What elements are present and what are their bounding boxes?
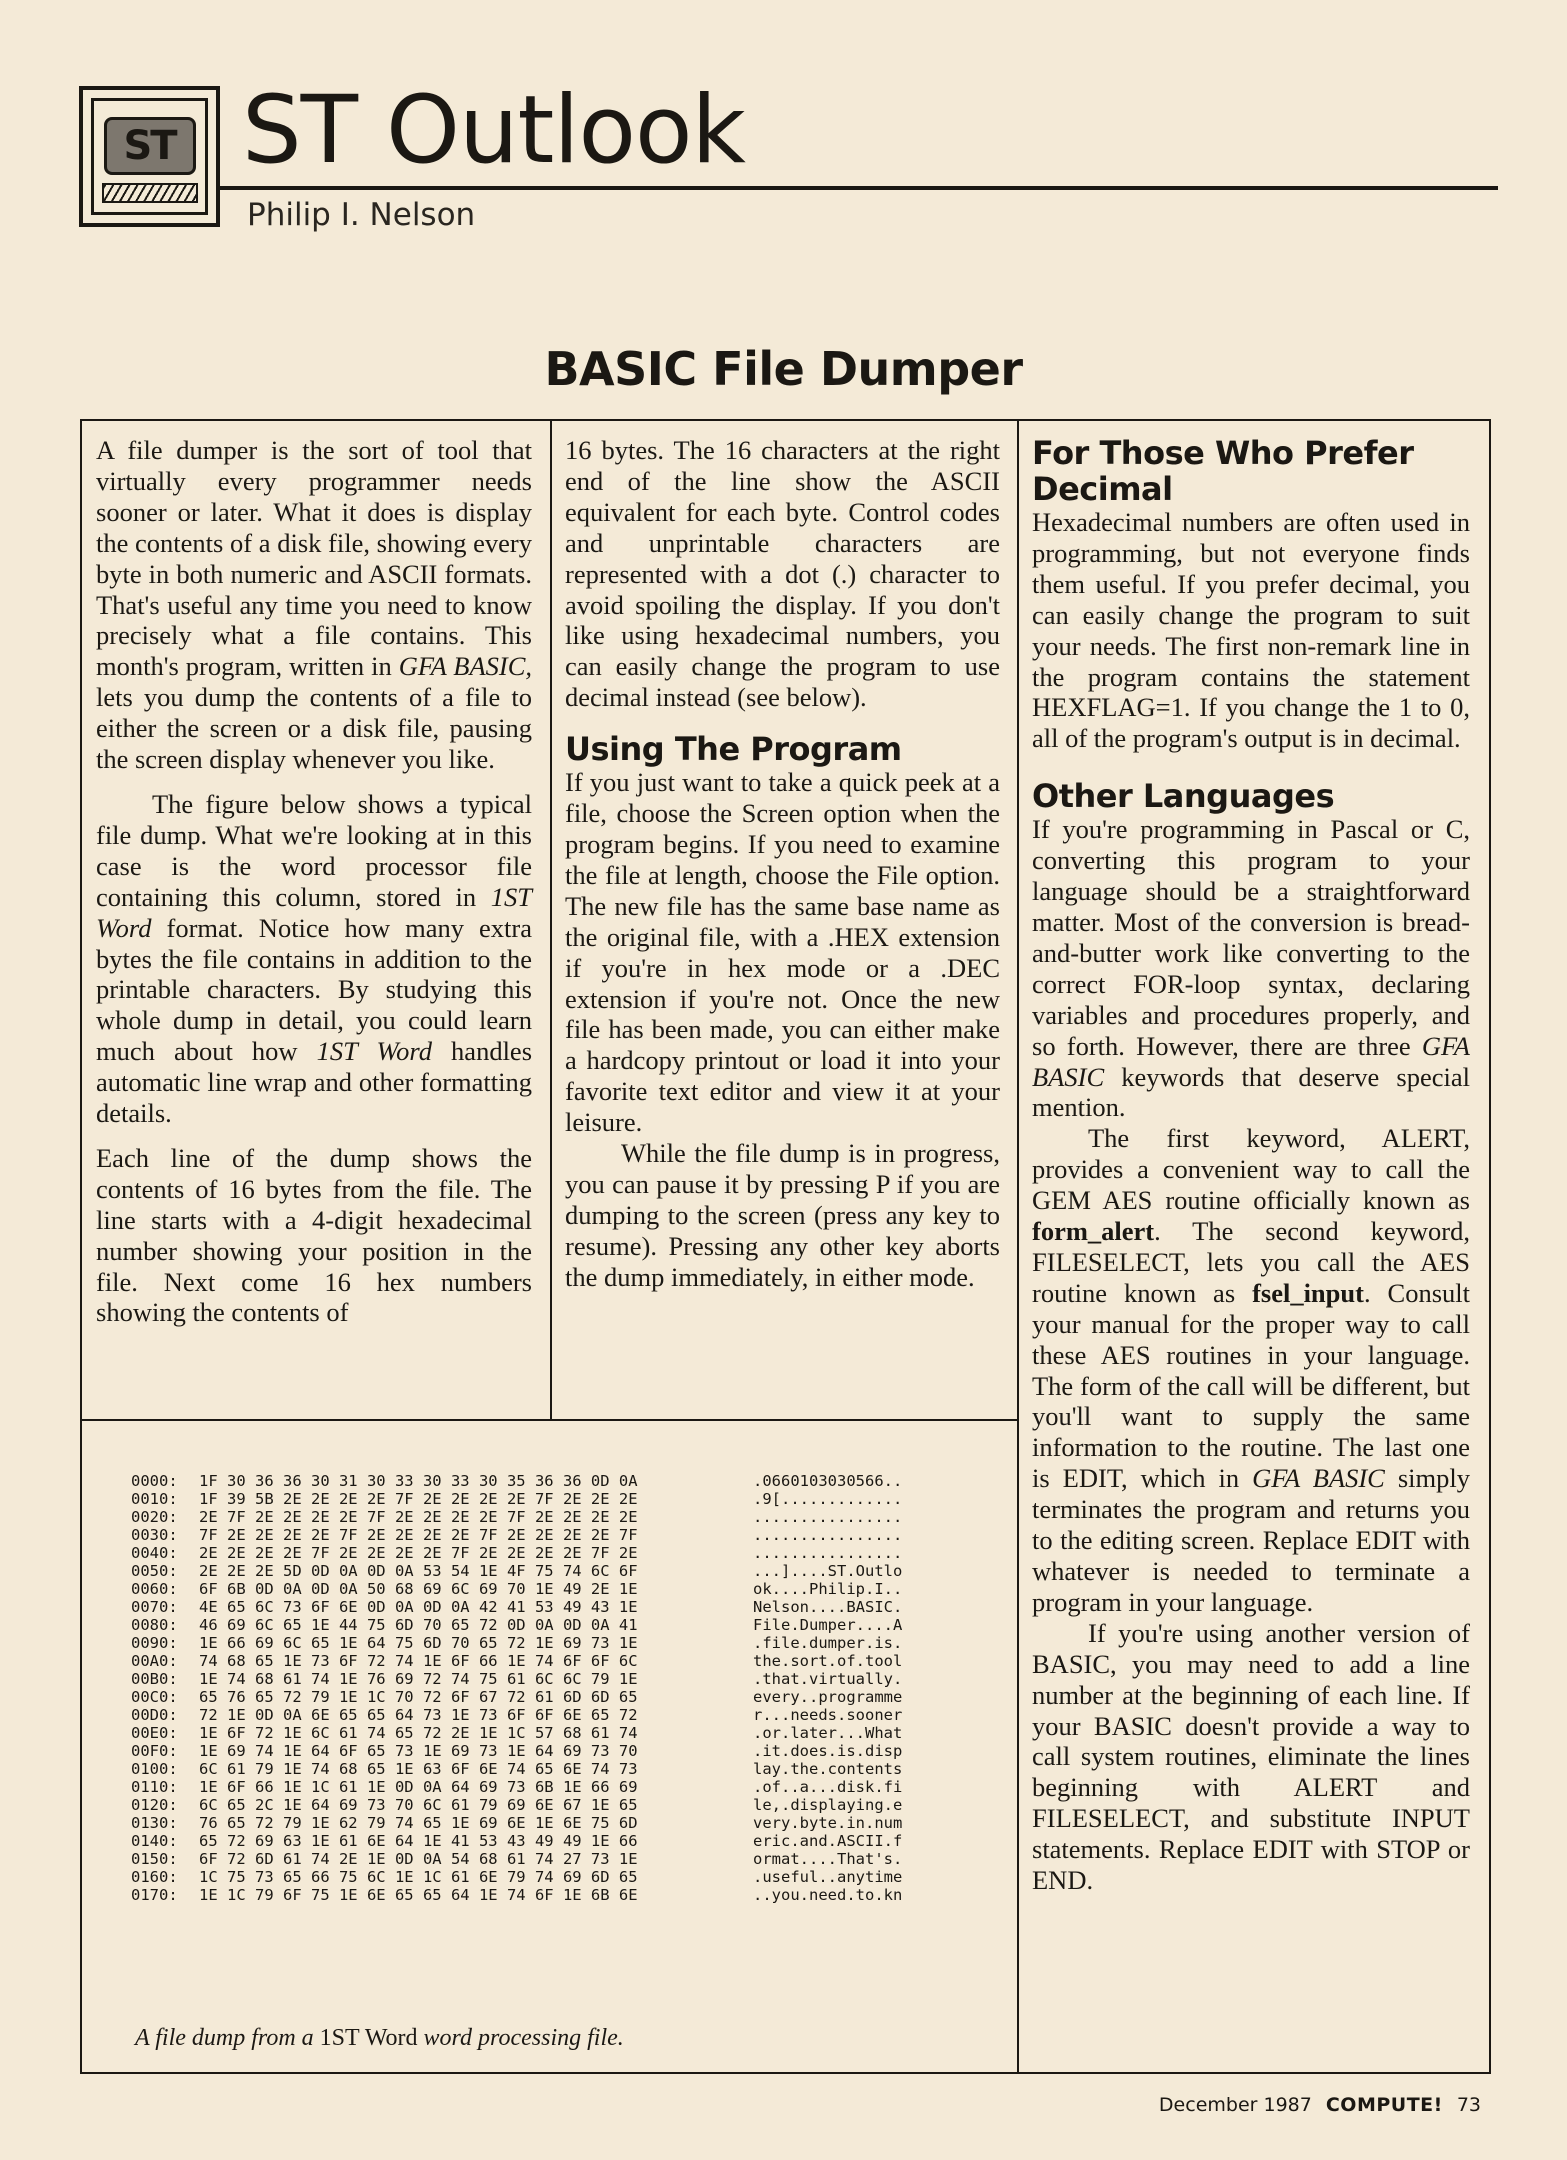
paragraph: A file dumper is the sort of tool that virtually every programmer needs sooner or later. What it does is display the contents of a disk file, showing every byte in both numeric and ASCII formats. That's useful any time you need to know precisely what a file contains. This month's program, written in GFA BASIC, lets you dump the contents of a file to either the screen or a disk file, pausing the screen display whenever you like. <box>96 435 533 775</box>
dump-ascii-text: very.byte.in.num <box>753 1814 903 1832</box>
dump-row <box>131 1598 991 1616</box>
dump-address: 0070: <box>131 1598 178 1616</box>
dump-ascii-text: eric.and.ASCII.f <box>753 1832 903 1850</box>
figure-caption: A file dump from a 1ST Word word processing file. <box>135 2025 624 2051</box>
subheading-prefer-decimal: For Those Who Prefer Decimal <box>1032 434 1414 508</box>
dump-row <box>131 1616 991 1634</box>
st-logo <box>79 86 220 227</box>
dump-hex-bytes: 72 1E 0D 0A 6E 65 65 64 73 1E 73 6F 6F 6E 65 72 <box>199 1706 638 1724</box>
dump-ascii-text: .or.later...What <box>753 1724 903 1742</box>
dump-row <box>131 1796 991 1814</box>
paragraph: If you're using another version of BASIC, you may need to add a line number at the beginning of each line. If your BASIC doesn't provide a way to call system routines, eliminate the lines beginning with ALERT and FILESELECT, and substitute INPUT statements. Replace EDIT with STOP or END. <box>1032 1617 1470 1896</box>
logo-frame <box>91 98 208 215</box>
dump-address: 00F0: <box>131 1742 178 1760</box>
dump-hex-bytes: 1E 74 68 61 74 1E 76 69 72 74 75 61 6C 6C 79 1E <box>199 1670 638 1688</box>
dump-address: 0140: <box>131 1832 178 1850</box>
dump-row <box>131 1508 991 1526</box>
dump-address: 00E0: <box>131 1724 178 1742</box>
dump-row <box>131 1724 991 1742</box>
dump-row <box>131 1670 991 1688</box>
dump-row <box>131 1526 991 1544</box>
dump-address: 0130: <box>131 1814 178 1832</box>
subheading-other-languages: Other Languages <box>1032 777 1335 816</box>
column-rule-2 <box>1017 419 1019 2074</box>
dump-hex-bytes: 1E 66 69 6C 65 1E 64 75 6D 70 65 72 1E 69 73 1E <box>199 1634 638 1652</box>
dump-ascii-text: .useful..anytime <box>753 1868 903 1886</box>
dump-address: 00A0: <box>131 1652 178 1670</box>
dump-ascii-text: .file.dumper.is. <box>753 1634 903 1652</box>
paragraph: Each line of the dump shows the contents of 16 bytes from the file. The line starts with a 4-digit hexadecimal number showing your position in the file. Next come 16 hex numbers showing the contents of <box>96 1142 532 1328</box>
dump-hex-bytes: 74 68 65 1E 73 6F 72 74 1E 6F 66 1E 74 6F 6F 6C <box>199 1652 638 1670</box>
dump-hex-bytes: 65 72 69 63 1E 61 6E 64 1E 41 53 43 49 49 1E 66 <box>199 1832 638 1850</box>
dump-row <box>131 1778 991 1796</box>
paragraph: The first keyword, ALERT, provides a convenient way to call the GEM AES routine officially known as form_alert. The second keyword, FILESELECT, lets you call the AES routine known as fsel_input. Consult your manual for the proper way to call these AES routines in your language. The form of the call will be different, but you'll want to supply the same information to the routine. The last one is EDIT, which in GFA BASIC simply terminates the program and returns you to the editing screen. Replace EDIT with whatever is needed to terminate a program in your language. <box>1032 1123 1470 1617</box>
dump-address: 0040: <box>131 1544 178 1562</box>
dump-hex-bytes: 2E 7F 2E 2E 2E 2E 7F 2E 2E 2E 2E 7F 2E 2E 2E 2E <box>199 1508 638 1526</box>
dump-ascii-text: ................ <box>753 1526 903 1544</box>
paragraph: The figure below shows a typical file dump. What we're looking at in this case is the word processor file containing this column, stored in 1ST Word format. Notice how many extra bytes the file contains in addition to the printable characters. By studying this whole dump in detail, you could learn much about how 1ST Word handles automatic line wrap and other formatting details. <box>96 788 533 1129</box>
dump-ascii-text: the.sort.of.tool <box>753 1652 903 1670</box>
issue-date: December 1987 <box>1158 2094 1312 2116</box>
dump-row <box>131 1634 991 1652</box>
dump-ascii-text: ...]....ST.Outlo <box>753 1562 903 1580</box>
column-3 <box>1032 435 1470 1896</box>
dump-hex-bytes: 2E 2E 2E 5D 0D 0A 0D 0A 53 54 1E 4F 75 74 6C 6F <box>199 1562 638 1580</box>
dump-hex-bytes: 1E 69 74 1E 64 6F 65 73 1E 69 73 1E 64 69 73 70 <box>199 1742 638 1760</box>
monitor-icon <box>104 117 196 175</box>
dump-row <box>131 1868 991 1886</box>
dump-address: 0110: <box>131 1778 178 1796</box>
dump-hex-bytes: 1F 30 36 36 30 31 30 33 30 33 30 35 36 36 0D 0A <box>199 1472 638 1490</box>
dump-hex-bytes: 6C 61 79 1E 74 68 65 1E 63 6F 6E 74 65 6E 74 73 <box>199 1760 638 1778</box>
page-number: 73 <box>1456 2094 1481 2116</box>
dump-hex-bytes: 4E 65 6C 73 6F 6E 0D 0A 0D 0A 42 41 53 49 43 1E <box>199 1598 638 1616</box>
dump-hex-bytes: 6F 72 6D 61 74 2E 1E 0D 0A 54 68 61 74 27 73 1E <box>199 1850 638 1868</box>
subheading-using-the-program: Using The Program <box>565 730 902 769</box>
byline: Philip I. Nelson <box>247 197 476 233</box>
column-2 <box>565 435 1000 1293</box>
dump-ascii-text: .9[............. <box>753 1490 903 1508</box>
dump-hex-bytes: 1F 39 5B 2E 2E 2E 2E 7F 2E 2E 2E 2E 7F 2E 2E 2E <box>199 1490 638 1508</box>
dump-row <box>131 1544 991 1562</box>
title-rule <box>218 186 1498 190</box>
dump-row <box>131 1490 991 1508</box>
paragraph: While the file dump is in progress, you can pause it by pressing P if you are dumping to the screen (press any key to resume). Pressing any other key aborts the dump immediately, in either mode. <box>565 1138 1000 1292</box>
dump-row <box>131 1652 991 1670</box>
dump-row <box>131 1886 991 1904</box>
dump-address: 0080: <box>131 1616 178 1634</box>
dump-hex-bytes: 46 69 6C 65 1E 44 75 6D 70 65 72 0D 0A 0D 0A 41 <box>199 1616 638 1634</box>
dump-hex-bytes: 1E 1C 79 6F 75 1E 6E 65 65 64 1E 74 6F 1E 6B 6E <box>199 1886 638 1904</box>
dump-address: 0000: <box>131 1472 178 1490</box>
dump-hex-bytes: 7F 2E 2E 2E 2E 7F 2E 2E 2E 2E 7F 2E 2E 2E 2E 7F <box>199 1526 638 1544</box>
hex-dump <box>131 1472 991 1904</box>
dump-address: 0060: <box>131 1580 178 1598</box>
dump-hex-bytes: 1E 6F 72 1E 6C 61 74 65 72 2E 1E 1C 57 68 61 74 <box>199 1724 638 1742</box>
dump-hex-bytes: 1C 75 73 65 66 75 6C 1E 1C 61 6E 79 74 69 6D 65 <box>199 1868 638 1886</box>
dump-address: 0050: <box>131 1562 178 1580</box>
dump-row <box>131 1688 991 1706</box>
logo-text: ST <box>123 122 176 169</box>
dump-row <box>131 1706 991 1724</box>
dump-row <box>131 1814 991 1832</box>
dump-ascii-text: ................ <box>753 1508 903 1526</box>
dump-row <box>131 1760 991 1778</box>
dump-address: 0160: <box>131 1868 178 1886</box>
dump-hex-bytes: 76 65 72 79 1E 62 79 74 65 1E 69 6E 1E 6E 75 6D <box>199 1814 638 1832</box>
dump-row <box>131 1832 991 1850</box>
dump-address: 0020: <box>131 1508 178 1526</box>
dump-ascii-text: lay.the.contents <box>753 1760 903 1778</box>
dump-row <box>131 1742 991 1760</box>
dump-ascii-text: .it.does.is.disp <box>753 1742 903 1760</box>
dump-address: 00C0: <box>131 1688 178 1706</box>
keyboard-icon <box>102 183 198 203</box>
column-rule-1 <box>550 419 552 1419</box>
dump-address: 0100: <box>131 1760 178 1778</box>
paragraph: If you just want to take a quick peek at a file, choose the Screen option when the program begins. If you need to examine the file at length, choose the File option. The new file has the same base name as the original file, with a .HEX extension if you're in hex mode or a .DEC extension if you're not. Once the new file has been made, you can either make a hardcopy printout or load it into your favorite text editor and view it at your leisure. <box>565 767 1000 1138</box>
dump-hex-bytes: 1E 6F 66 1E 1C 61 1E 0D 0A 64 69 73 6B 1E 66 69 <box>199 1778 638 1796</box>
dump-row <box>131 1472 991 1490</box>
dump-ascii-text: Nelson....BASIC. <box>753 1598 903 1616</box>
dump-address: 00B0: <box>131 1670 178 1688</box>
paragraph: If you're programming in Pascal or C, converting this program to your language should be a straightforward matter. Most of the conversion is bread-and-butter work like converting to the correct FOR-loop syntax, declaring variables and procedures properly, and so forth. However, there are three GFA BASIC keywords that deserve special mention. <box>1032 814 1470 1123</box>
dump-hex-bytes: 65 76 65 72 79 1E 1C 70 72 6F 67 72 61 6D 6D 65 <box>199 1688 638 1706</box>
dump-row <box>131 1850 991 1868</box>
dump-hex-bytes: 6C 65 2C 1E 64 69 73 70 6C 61 79 69 6E 67 1E 65 <box>199 1796 638 1814</box>
dump-ascii-text: .of..a...disk.fi <box>753 1778 903 1796</box>
dump-ascii-text: File.Dumper....A <box>753 1616 903 1634</box>
page-footer <box>1159 2094 1481 2116</box>
dump-ascii-text: every..programme <box>753 1688 903 1706</box>
dump-row <box>131 1580 991 1598</box>
dump-ascii-text: .0660103030566.. <box>753 1472 903 1490</box>
dump-address: 0030: <box>131 1526 178 1544</box>
dump-ascii-text: .that.virtually. <box>753 1670 903 1688</box>
dump-row <box>131 1562 991 1580</box>
paragraph: Hexadecimal numbers are often used in programming, but not everyone finds them useful. If you prefer decimal, you can easily change the program to suit your needs. The first non-remark line in the program contains the statement HEXFLAG=1. If you change the 1 to 0, all of the program's output is in decimal. <box>1032 507 1470 754</box>
dump-ascii-text: ormat....That's. <box>753 1850 903 1868</box>
dump-ascii-text: r...needs.sooner <box>753 1706 903 1724</box>
magazine-name: COMPUTE! <box>1325 2094 1443 2116</box>
dump-ascii-text: ..you.need.to.kn <box>753 1886 903 1904</box>
figure-rule <box>80 1419 1018 1421</box>
article-headline: BASIC File Dumper <box>544 342 1023 396</box>
dump-hex-bytes: 2E 2E 2E 2E 7F 2E 2E 2E 2E 7F 2E 2E 2E 2E 7F 2E <box>199 1544 638 1562</box>
dump-address: 00D0: <box>131 1706 178 1724</box>
dump-hex-bytes: 6F 6B 0D 0A 0D 0A 50 68 69 6C 69 70 1E 49 2E 1E <box>199 1580 638 1598</box>
dump-address: 0120: <box>131 1796 178 1814</box>
dump-address: 0010: <box>131 1490 178 1508</box>
dump-ascii-text: ................ <box>753 1544 903 1562</box>
dump-address: 0170: <box>131 1886 178 1904</box>
dump-ascii-text: le,.displaying.e <box>753 1796 903 1814</box>
dump-address: 0150: <box>131 1850 178 1868</box>
column-1 <box>96 435 532 1328</box>
column-title: ST Outlook <box>242 76 745 185</box>
paragraph: 16 bytes. The 16 characters at the right end of the line show the ASCII equivalent for each byte. Control codes and unprintable characters are represented with a dot (.) character to avoid spoiling the display. If you don't like using hexadecimal numbers, you can easily change the program to use decimal instead (see below). <box>565 435 1000 713</box>
dump-address: 0090: <box>131 1634 178 1652</box>
dump-ascii-text: ok....Philip.I.. <box>753 1580 903 1598</box>
